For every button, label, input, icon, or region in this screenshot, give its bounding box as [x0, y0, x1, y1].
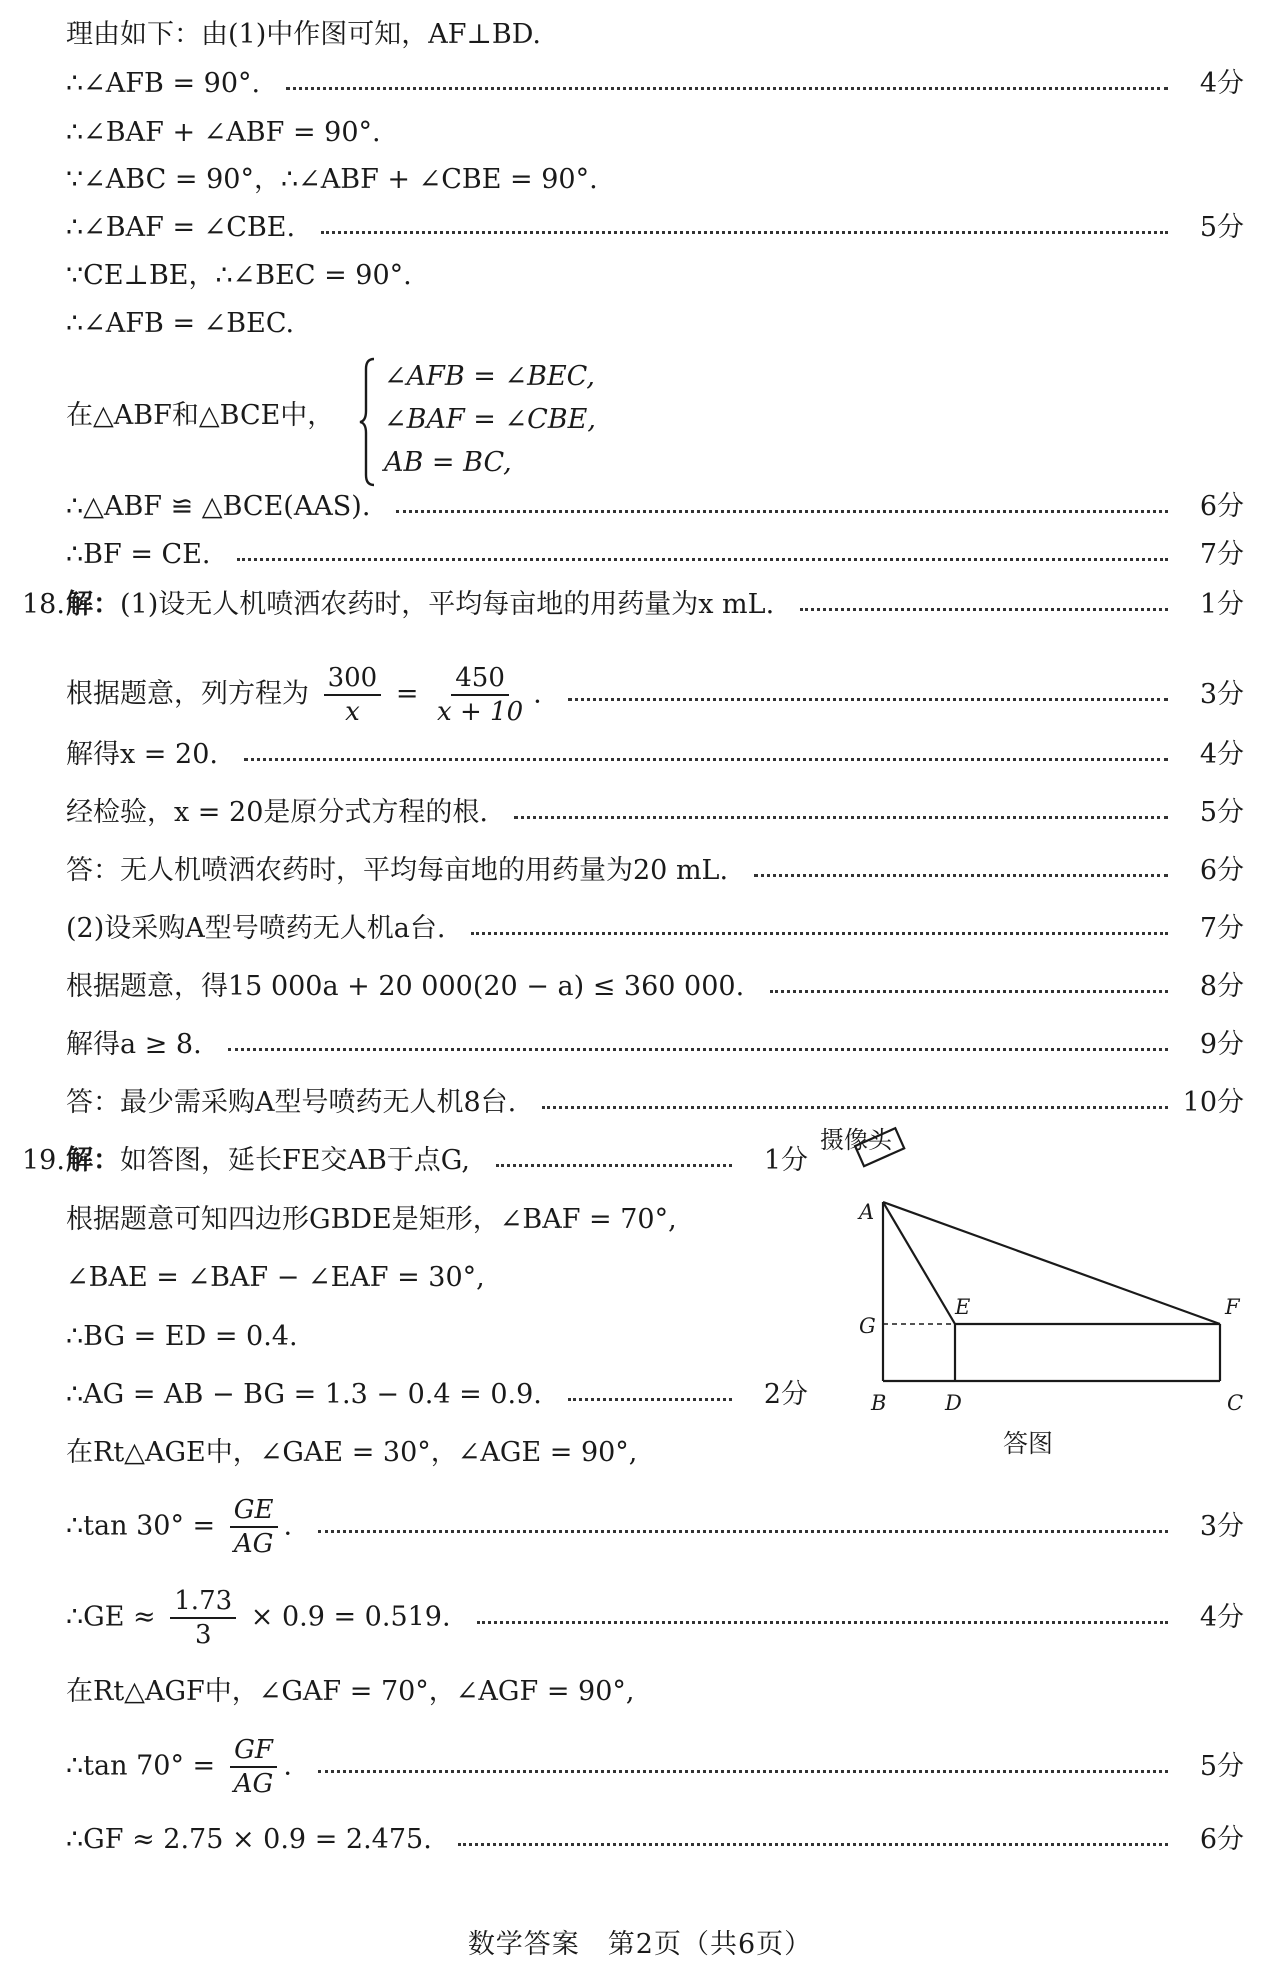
- point-label-g: G: [859, 1314, 876, 1338]
- q18-line-6: (2)设采购A型号喷药无人机a台. 7分: [66, 913, 1244, 944]
- score-label: 10分: [1182, 1087, 1244, 1118]
- leader-dots: [477, 1621, 1168, 1624]
- score-label: 8分: [1199, 971, 1244, 1002]
- camera-label: 摄像头: [820, 1126, 892, 1154]
- score-label: 6分: [1199, 491, 1244, 522]
- q18-line-1: 解：(1)设无人机喷洒农药时，平均每亩地的用药量为x mL. 1分: [66, 589, 1244, 620]
- fraction-173-over-3: $\frac{1.73}{3}$: [170, 1586, 236, 1650]
- point-label-f: F: [1225, 1295, 1240, 1319]
- condition-angle-2: ∠BAF = ∠CBE,: [384, 404, 596, 435]
- brace-conditions: [384, 355, 596, 484]
- point-label-c: C: [1227, 1391, 1244, 1415]
- q17-line-9: ∴△ABF ≌ △BCE(AAS). 6分: [66, 491, 1244, 522]
- leader-dots: [770, 990, 1168, 993]
- fraction-ge-over-ag: $\frac{GE}{AG}$: [230, 1495, 278, 1559]
- score-label: 4分: [1199, 739, 1244, 770]
- q18-line-8: 解得a ≥ 8. 9分: [66, 1029, 1244, 1060]
- score-label: 2分: [763, 1379, 808, 1410]
- q17-line-4: ∵∠ABC = 90°，∴∠ABF + ∠CBE = 90°.: [66, 164, 598, 195]
- q17-line-10: ∴BF = CE. 7分: [66, 539, 1244, 570]
- leader-dots: [318, 1770, 1168, 1773]
- condition-side: AB = BC,: [384, 447, 512, 478]
- score-label: 5分: [1199, 212, 1244, 243]
- q19-line-2: 根据题意可知四边形GBDE是矩形，∠BAF = 70°,: [66, 1204, 677, 1235]
- solution-marker: 解：: [66, 1145, 120, 1176]
- q18-line-9: 答：最少需采购A型号喷药无人机8台. 10分: [66, 1087, 1244, 1118]
- figure-caption: 答图: [1003, 1429, 1054, 1458]
- q17-line-7: ∴∠AFB = ∠BEC.: [66, 308, 295, 339]
- score-label: 9分: [1199, 1029, 1244, 1060]
- score-label: 5分: [1199, 1751, 1244, 1782]
- score-label: 4分: [1199, 1602, 1244, 1633]
- q18-line-5: 答：无人机喷洒农药时，平均每亩地的用药量为20 mL. 6分: [66, 855, 1244, 886]
- leader-dots: [568, 1398, 732, 1401]
- leader-dots: [318, 1530, 1168, 1533]
- leader-dots: [458, 1843, 1168, 1846]
- leader-dots: [496, 1164, 732, 1167]
- q18-line-4: 经检验，x = 20是原分式方程的根. 5分: [66, 797, 1244, 828]
- leader-dots: [542, 1106, 1168, 1109]
- q19-line-3: ∠BAE = ∠BAF − ∠EAF = 30°,: [66, 1262, 485, 1293]
- q18-number: 18.: [22, 589, 65, 620]
- leader-dots: [228, 1048, 1168, 1051]
- leader-dots: [244, 758, 1168, 761]
- q17-line-1: 理由如下：由(1)中作图可知，AF⊥BD.: [66, 19, 541, 50]
- q19-ge-line: ∴GE ≈ $\frac{1.73}{3}$ × 0.9 = 0.519. 4分: [66, 1586, 1244, 1650]
- q19-line-9: 在Rt△AGF中，∠GAF = 70°，∠AGF = 90°,: [66, 1676, 635, 1707]
- q18-equation-line: 根据题意，列方程为 $\frac{300}{x}$ = $\frac{450}{x + 10}$ . 3分: [66, 663, 1244, 727]
- score-label: 7分: [1199, 913, 1244, 944]
- fraction-450-over-x-plus-10: $\frac{450}{x + 10}$: [437, 663, 524, 727]
- leader-dots: [471, 932, 1168, 935]
- q19-line-4: ∴BG = ED = 0.4.: [66, 1321, 298, 1352]
- score-label: 6分: [1199, 855, 1244, 886]
- q19-line-5: ∴AG = AB − BG = 1.3 − 0.4 = 0.9. 2分: [66, 1379, 808, 1410]
- fraction-300-over-x: $\frac{300}{x}$: [324, 663, 382, 727]
- score-label: 3分: [1199, 679, 1244, 710]
- point-label-b: B: [871, 1391, 887, 1415]
- diagram-svg: [805, 1126, 1265, 1426]
- leader-dots: [396, 510, 1168, 513]
- score-label: 3分: [1199, 1511, 1244, 1542]
- q17-line-2: ∴∠AFB = 90°. 4分: [66, 68, 1244, 99]
- point-label-e: E: [955, 1295, 971, 1319]
- fraction-gf-over-ag: $\frac{GF}{AG}$: [230, 1735, 278, 1799]
- q18-line-3: 解得x = 20. 4分: [66, 739, 1244, 770]
- line-af: [883, 1202, 1220, 1324]
- leader-dots: [321, 231, 1168, 234]
- point-label-a: A: [859, 1200, 875, 1224]
- q19-line-11: ∴GF ≈ 2.75 × 0.9 = 2.475. 6分: [66, 1824, 1244, 1855]
- left-brace-icon: [358, 357, 378, 487]
- q18-line-7: 根据题意，得15 000a + 20 000(20 − a) ≤ 360 000. 8分: [66, 971, 1244, 1002]
- point-label-d: D: [945, 1391, 962, 1415]
- q17-line-6: ∵CE⊥BE，∴∠BEC = 90°.: [66, 260, 412, 291]
- q19-line-1: 解：如答图，延长FE交AB于点G, 1分: [66, 1145, 808, 1176]
- brace-lead-text: 在△ABF和△BCE中，: [66, 400, 335, 431]
- q17-line-5: ∴∠BAF = ∠CBE. 5分: [66, 212, 1244, 243]
- leader-dots: [286, 87, 1168, 90]
- score-label: 4分: [1199, 68, 1244, 99]
- line-ae: [883, 1202, 955, 1324]
- q17-line-3: ∴∠BAF + ∠ABF = 90°.: [66, 117, 381, 148]
- leader-dots: [237, 558, 1169, 561]
- condition-angle-1: ∠AFB = ∠BEC,: [384, 361, 595, 392]
- leader-dots: [800, 608, 1168, 611]
- score-label: 1分: [763, 1145, 808, 1176]
- solution-marker: 解：: [66, 589, 120, 620]
- page-footer: 数学答案 第2页（共6页）: [467, 1929, 813, 1960]
- score-label: 1分: [1199, 589, 1244, 620]
- geometry-diagram: [805, 1126, 1265, 1466]
- q19-line-6: 在Rt△AGE中，∠GAE = 30°，∠AGE = 90°,: [66, 1437, 638, 1468]
- score-label: 5分: [1199, 797, 1244, 828]
- q19-tan70-line: ∴tan 70° = $\frac{GF}{AG}$ . 5分: [66, 1735, 1244, 1799]
- congruence-conditions: [66, 355, 766, 485]
- leader-dots: [514, 816, 1168, 819]
- q19-tan30-line: ∴tan 30° = $\frac{GE}{AG}$ . 3分: [66, 1495, 1244, 1559]
- score-label: 7分: [1199, 539, 1244, 570]
- score-label: 6分: [1199, 1824, 1244, 1855]
- q19-number: 19.: [22, 1145, 65, 1176]
- leader-dots: [754, 874, 1168, 877]
- leader-dots: [568, 698, 1168, 701]
